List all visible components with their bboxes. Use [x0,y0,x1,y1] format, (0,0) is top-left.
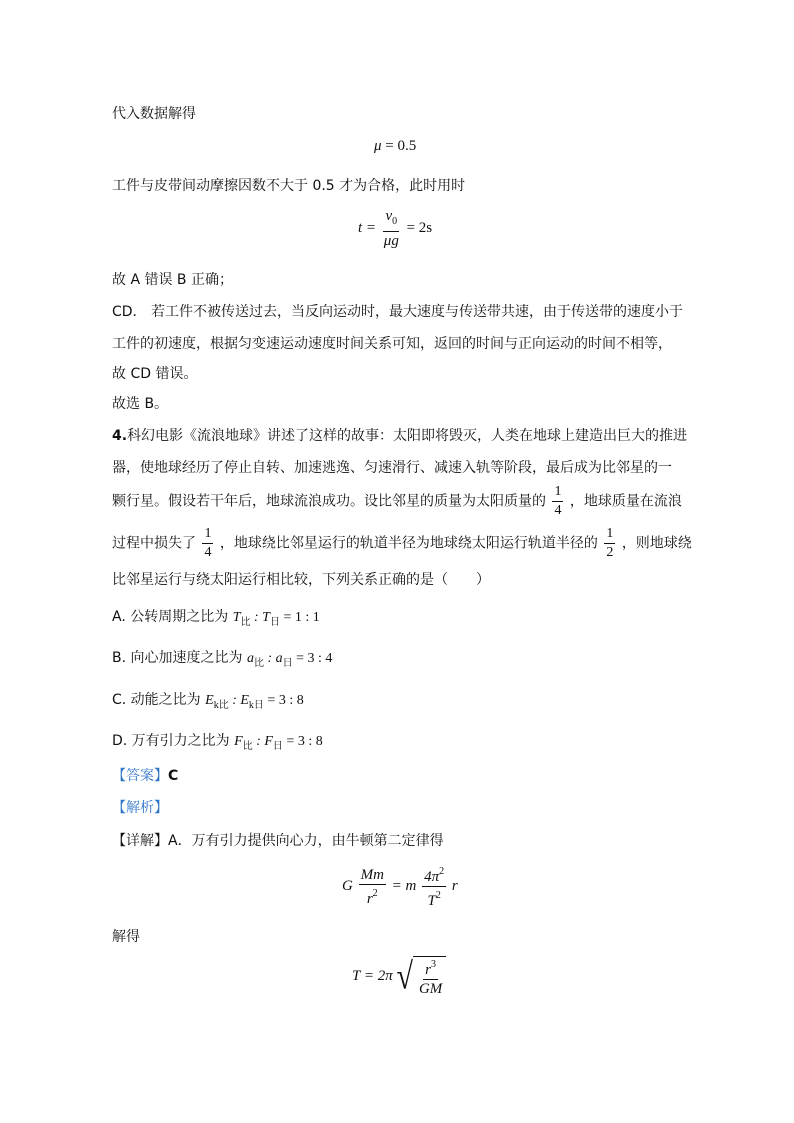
option-c-sub2: k日 [248,700,264,711]
frac-q2-den: 4 [204,545,212,560]
frac-q2-num: 1 [202,526,213,544]
option-d [112,731,323,757]
eq2-num-sub: 0 [392,216,398,227]
option-a-sub2: 日 [269,617,280,628]
option-b-sub2: 日 [282,658,293,669]
question-line-1 [112,426,687,446]
option-d-label: D. 万有引力之比为 [112,733,230,749]
question-line-5: 比邻星运行与绕太阳运行相比较，下列关系正确的是（ ） [112,572,490,588]
frac-h-den: 2 [606,545,614,560]
option-d-expr: F [234,734,243,749]
question-text-3b: ，地球质量在流浪 [569,493,682,510]
eq3-num: Mm [360,866,384,883]
option-b-expr: a [246,651,254,666]
eq4-lhs: T = 2π [352,967,393,984]
text-line-3: 故 A 错误 B 正确； [112,272,233,288]
text-line-1: 代入数据解得 [112,106,196,122]
eq3-fraction-1 [359,867,386,907]
text-line-2: 工件与皮带间动摩擦因数不大于 0.5 才为合格，此时用时 [112,178,466,194]
frac-h-num: 1 [604,526,615,544]
question-text-1: 科幻电影《流浪地球》讲述了这样的故事：太阳即将毁灭，人类在地球上建造出巨大的推进 [127,428,688,444]
question-text-3a: 颗行星。假设若干年后，地球流浪成功。设比邻星的质量为太阳质量的 [112,493,546,510]
equation-time [358,208,432,249]
question-text-4b: ，地球绕比邻星运行的轨道半径为地球绕太阳运行轨道半径的 [219,535,598,552]
option-d-sub2: 日 [272,741,283,752]
eq2-lhs: t = [358,219,377,236]
question-text-4c: ，则地球绕 [621,535,692,552]
fraction-one-quarter-2 [202,526,213,561]
solve-line: 解得 [112,929,140,945]
text-line-4: CD． 若工件不被传送过去，当反向运动时，最大速度与传送带共速，由于传送带的速度小于 [112,304,684,320]
eq3-g: G [342,877,353,894]
option-d-sub1: 比 [242,741,253,752]
eq1-rhs: = 0.5 [385,138,417,154]
option-c [112,690,304,716]
option-b-label: B. 向心加速度之比为 [112,650,243,666]
answer-line [112,766,178,786]
eq3-den-sup: 2 [372,887,378,899]
sqrt-symbol: √ $\frac{r^3}{GM}$ [396,956,446,997]
eq3-den2: T [427,893,436,909]
option-a-value: = 1 : 1 [279,610,320,625]
detail-text: A．万有引力提供向心力，由牛顿第二定律得 [168,833,444,849]
frac-q-den: 4 [554,503,562,518]
eq4-den: GM [418,981,443,997]
option-a-expr: T [232,610,241,625]
eq4-num-sup: 3 [431,959,437,970]
text-line-5: 工件的初速度，根据匀变速运动速度时间关系可知，返回的时间与正向运动的时间不相等， [112,336,672,352]
question-line-2: 器，使地球经历了停止自转、加速逃逸、匀速滑行、减速入轨等阶段，最后成为比邻星的一 [112,460,672,476]
option-b-value: = 3 : 4 [292,651,333,666]
option-a-sub1: 比 [240,617,251,628]
answer-label: 【答案】 [112,768,168,784]
frac-q-num: 1 [552,484,563,502]
analysis-label: 【解析】 [112,800,168,816]
eq3-eq: = m [391,877,417,894]
eq3-tail: r [451,877,458,894]
option-a-mid: : T [250,610,270,625]
equation-gravitation [342,864,458,909]
eq2-fraction [382,208,401,249]
equation-period [352,956,446,997]
detail-label: 【详解】 [112,833,168,849]
option-c-value: = 3 : 8 [263,693,304,708]
eq4-num: r [425,962,432,978]
eq2-num: v [385,208,393,224]
option-c-label: C. 动能之比为 [112,692,201,708]
equation-mu [374,138,416,155]
eq3-num2: 4π [424,869,440,885]
option-c-expr: E [205,693,214,708]
question-line-4 [112,526,692,561]
question-text-4a: 过程中损失了 [112,535,196,552]
detail-line [112,831,444,851]
option-d-value: = 3 : 8 [282,734,323,749]
eq3-den2-sup: 2 [435,890,441,901]
eq3-den: r [366,890,373,907]
option-b [112,648,332,674]
option-c-sub1: k比 [213,700,229,711]
option-c-mid: : E [228,693,249,708]
option-a-label: A. 公转周期之比为 [112,609,229,625]
eq3-num2-sup: 2 [439,866,445,877]
eq1-lhs: μ [374,138,382,154]
text-line-7: 故选 B。 [112,396,169,412]
fraction-one-quarter [552,484,563,519]
eq2-rhs: = 2s [406,219,433,236]
eq3-fraction-2 [422,864,446,909]
option-b-sub1: 比 [253,658,264,669]
option-a [112,607,320,633]
answer-value: C [168,768,179,784]
eq2-den: μg [383,233,399,249]
text-line-6: 故 CD 错误。 [112,366,198,382]
option-d-mid: : F [252,734,273,749]
fraction-one-half [604,526,615,561]
question-line-3 [112,484,682,519]
question-number: 4. [112,428,128,444]
option-b-mid: : a [263,651,283,666]
eq4-fraction [417,957,444,997]
